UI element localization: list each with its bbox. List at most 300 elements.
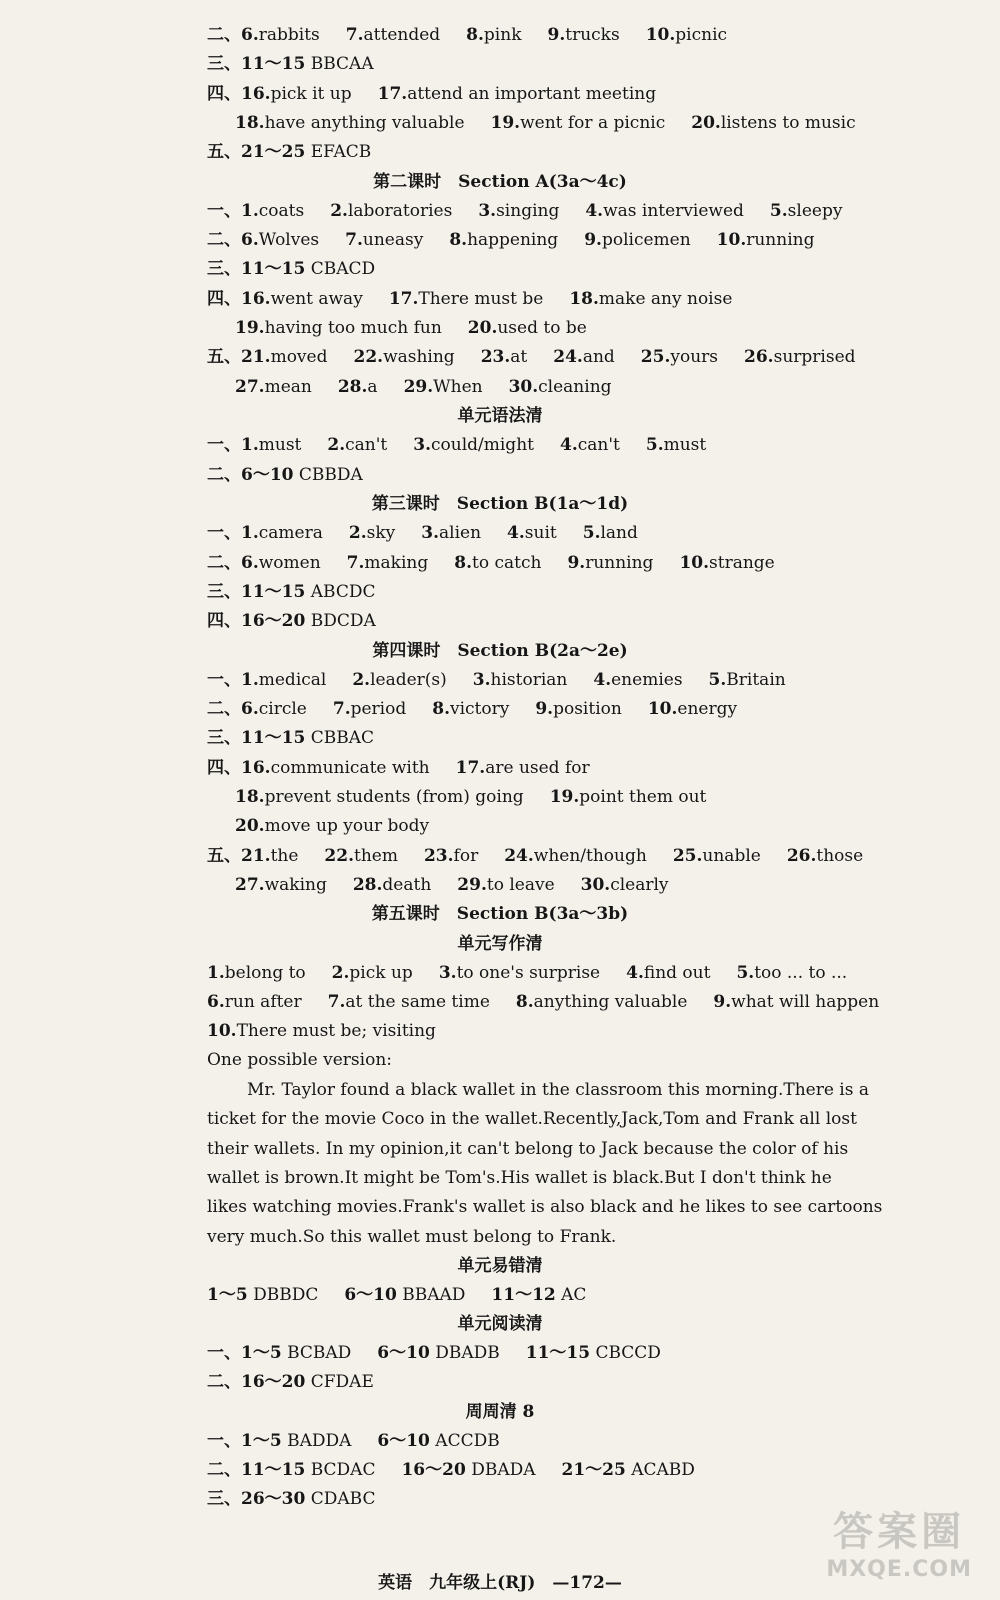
answer-item xyxy=(401,1459,535,1481)
answer-item xyxy=(235,112,465,134)
answer-item xyxy=(241,698,307,720)
answer-item xyxy=(330,200,452,222)
question-number: 8. xyxy=(449,230,468,250)
question-number: 1～5 xyxy=(241,1431,282,1451)
section-heading: 周周清 8 xyxy=(465,1402,535,1422)
answer-item xyxy=(526,1342,661,1364)
answer-item xyxy=(241,83,352,105)
answer-text: run after xyxy=(224,992,302,1012)
essay-line: likes watching movies.Frank's wallet is also black and he likes to see cartoons xyxy=(207,1197,883,1218)
answer-item xyxy=(349,522,395,544)
question-number: 10. xyxy=(645,25,676,45)
answer-text: surprised xyxy=(773,347,856,367)
question-number: 27. xyxy=(235,875,265,895)
essay-line: wallet is brown.It might be Tom's.His wallet is black.But I don't think he xyxy=(207,1167,832,1188)
answer-text: making xyxy=(364,553,429,573)
essay-line: Mr. Taylor found a black wallet in the classroom this morning.There is a xyxy=(247,1080,870,1100)
answer-item xyxy=(241,141,371,163)
question-number: 6. xyxy=(241,699,259,719)
answer-line xyxy=(235,317,850,339)
answer-text: sleepy xyxy=(787,201,843,221)
answer-text: CBBDA xyxy=(293,465,363,485)
answer-item xyxy=(241,522,323,544)
answer-item xyxy=(648,698,737,720)
section-heading: 单元写作清 xyxy=(457,934,543,954)
answer-line xyxy=(207,757,850,779)
answer-text: can't xyxy=(345,435,388,455)
question-number: 16～20 xyxy=(241,1372,306,1392)
question-number: 11～15 xyxy=(241,728,306,748)
question-number: 10. xyxy=(679,553,710,573)
answer-item xyxy=(626,962,710,984)
answer-text: happening xyxy=(467,230,559,250)
answer-line xyxy=(207,669,850,691)
answer-text: period xyxy=(350,699,407,719)
answer-item xyxy=(709,669,786,691)
answer-line xyxy=(207,288,850,310)
question-number: 10. xyxy=(647,699,678,719)
question-number: 21. xyxy=(241,846,271,866)
answer-line xyxy=(207,1342,850,1364)
answer-text: Wolves xyxy=(258,230,320,250)
answer-line xyxy=(207,845,864,867)
answer-text: BBCAA xyxy=(305,54,374,74)
answer-text: There must be xyxy=(418,289,544,309)
answer-item xyxy=(787,845,863,867)
answer-line xyxy=(207,962,850,984)
answer-item xyxy=(413,434,534,456)
answer-line xyxy=(235,815,850,837)
question-number: 30. xyxy=(508,377,539,397)
answer-text: DBADA xyxy=(465,1460,536,1480)
answer-item xyxy=(535,698,621,720)
question-number: 6. xyxy=(207,992,225,1012)
answer-item xyxy=(550,786,707,808)
answer-text: rabbits xyxy=(258,25,320,45)
answer-item xyxy=(389,288,544,310)
answer-text: could/might xyxy=(431,435,534,455)
question-number: 17. xyxy=(388,289,419,309)
answer-text: attended xyxy=(363,25,441,45)
answer-item xyxy=(377,1342,499,1364)
answer-text: energy xyxy=(677,699,738,719)
answer-item xyxy=(584,229,690,251)
answer-item xyxy=(454,552,541,574)
answer-text: running xyxy=(746,230,815,250)
answer-text: ACABD xyxy=(625,1460,695,1480)
question-number: 19. xyxy=(235,318,265,338)
answer-line xyxy=(235,112,856,134)
answer-item xyxy=(241,552,321,574)
essay-line: very much.So this wallet must belong to Frank. xyxy=(207,1226,617,1247)
answer-text: death xyxy=(382,875,432,895)
answer-item xyxy=(516,991,688,1013)
answer-line xyxy=(207,1020,850,1042)
question-number: 8. xyxy=(515,992,534,1012)
answer-item xyxy=(641,346,718,368)
answer-text: to one's surprise xyxy=(456,963,601,983)
answer-line xyxy=(207,610,850,632)
answer-item xyxy=(567,552,653,574)
question-number: 4. xyxy=(593,670,612,690)
answer-text: suit xyxy=(524,523,557,543)
question-number: 29. xyxy=(457,875,487,895)
part-prefix: 五、 xyxy=(207,347,241,367)
question-number: 8. xyxy=(454,553,472,573)
answer-text: circle xyxy=(258,699,307,719)
answer-text: are used for xyxy=(485,758,590,778)
answer-text: mean xyxy=(264,377,312,397)
answer-text: trucks xyxy=(565,25,620,45)
answer-text: CBCCD xyxy=(590,1343,661,1363)
question-number: 29. xyxy=(403,377,434,397)
answer-line xyxy=(207,229,850,251)
answer-text: and xyxy=(582,347,615,367)
question-number: 1. xyxy=(241,523,259,543)
answer-line xyxy=(207,434,850,456)
question-number: 5. xyxy=(582,523,601,543)
question-number: 6. xyxy=(241,230,259,250)
answer-item xyxy=(679,552,774,574)
question-number: 11～15 xyxy=(241,259,306,279)
question-number: 20. xyxy=(467,318,498,338)
question-number: 1. xyxy=(241,670,259,690)
part-prefix: 二、 xyxy=(207,465,241,485)
answer-text: moved xyxy=(270,347,328,367)
question-number: 18. xyxy=(235,113,265,133)
question-number: 3. xyxy=(421,523,439,543)
answer-text: ACCDB xyxy=(429,1431,500,1451)
answer-text: them xyxy=(354,846,398,866)
answer-text: at the same time xyxy=(345,992,490,1012)
answer-item xyxy=(241,24,320,46)
question-number: 25. xyxy=(672,846,703,866)
answer-text: coats xyxy=(258,201,305,221)
answer-text: DBBDC xyxy=(247,1285,319,1305)
question-number: 28. xyxy=(337,377,368,397)
answer-text: leader(s) xyxy=(370,670,447,690)
answer-text: medical xyxy=(258,670,327,690)
answer-text: CFDAE xyxy=(305,1372,374,1392)
answer-text: anything valuable xyxy=(533,992,688,1012)
question-number: 11～15 xyxy=(525,1343,591,1363)
question-number: 1～5 xyxy=(207,1285,248,1305)
part-prefix: 三、 xyxy=(207,1489,241,1509)
question-number: 8. xyxy=(466,25,484,45)
question-number: 4. xyxy=(626,963,644,983)
answer-item xyxy=(346,24,440,46)
answer-text: washing xyxy=(383,347,455,367)
answer-text: clearly xyxy=(610,875,669,895)
essay-line: ticket for the movie Coco in the wallet.Recently,Jack,Tom and Frank all lost xyxy=(207,1109,857,1130)
version-label: One possible version: xyxy=(207,1050,392,1070)
answer-text: Britain xyxy=(726,670,786,690)
question-number: 5. xyxy=(769,201,788,221)
part-prefix: 二、 xyxy=(207,553,241,573)
answer-item xyxy=(332,962,413,984)
section-heading: 单元语法清 xyxy=(457,406,543,426)
answer-item xyxy=(344,1284,465,1306)
answer-text: having too much fun xyxy=(264,318,442,338)
answer-item xyxy=(439,962,600,984)
answer-item xyxy=(504,845,647,867)
question-number: 6～10 xyxy=(241,465,294,485)
answer-item xyxy=(583,522,638,544)
watermark-site: MXQE.COM xyxy=(826,1557,972,1582)
answer-text: enemies xyxy=(611,670,683,690)
answer-item xyxy=(717,229,815,251)
answer-line xyxy=(207,1488,850,1510)
answer-text: find out xyxy=(643,963,711,983)
question-number: 5. xyxy=(645,435,664,455)
question-number: 11～15 xyxy=(241,54,306,74)
answer-text: position xyxy=(553,699,622,719)
question-number: 6. xyxy=(241,25,259,45)
question-number: 5. xyxy=(736,963,755,983)
question-number: 24. xyxy=(504,846,534,866)
answer-text: waking xyxy=(264,875,327,895)
part-prefix: 四、 xyxy=(207,289,241,309)
answer-item xyxy=(548,24,620,46)
part-prefix: 五、 xyxy=(207,142,241,162)
answer-item xyxy=(235,376,312,398)
answer-text: uneasy xyxy=(362,230,424,250)
part-prefix: 三、 xyxy=(207,259,241,279)
answer-text: CBACD xyxy=(305,259,376,279)
answer-item xyxy=(473,669,568,691)
answer-text: CDABC xyxy=(305,1489,376,1509)
question-number: 10. xyxy=(716,230,747,250)
question-number: 19. xyxy=(490,113,521,133)
answer-item xyxy=(241,669,326,691)
answer-line xyxy=(207,53,850,75)
answer-text: what will happen xyxy=(731,992,880,1012)
question-number: 9. xyxy=(535,699,554,719)
answer-item xyxy=(432,698,509,720)
question-number: 2. xyxy=(327,435,346,455)
answer-line xyxy=(207,1459,850,1481)
question-number: 21～25 xyxy=(241,142,306,162)
answer-line xyxy=(207,698,850,720)
answer-line xyxy=(207,24,850,46)
answer-line xyxy=(235,786,850,808)
section-heading: 第二课时 Section A(3a～4c) xyxy=(373,172,627,192)
answer-text: BDCDA xyxy=(305,611,376,631)
question-number: 9. xyxy=(584,230,602,250)
answer-text: women xyxy=(258,553,321,573)
question-number: 26. xyxy=(786,846,817,866)
answer-item xyxy=(491,1284,586,1306)
answer-item xyxy=(345,229,423,251)
answer-line xyxy=(207,1284,850,1306)
question-number: 5. xyxy=(708,670,727,690)
answer-item xyxy=(421,522,481,544)
question-number: 23. xyxy=(480,347,511,367)
question-number: 27. xyxy=(235,377,265,397)
answer-item xyxy=(585,200,744,222)
answer-item xyxy=(593,669,682,691)
question-number: 9. xyxy=(547,25,566,45)
part-prefix: 一、 xyxy=(207,523,241,543)
answer-item xyxy=(691,112,855,134)
part-prefix: 一、 xyxy=(207,670,241,690)
answer-item xyxy=(207,1020,436,1042)
part-prefix: 三、 xyxy=(207,728,241,748)
answer-text: pick it up xyxy=(270,84,352,104)
question-number: 11～15 xyxy=(241,582,306,602)
answer-item xyxy=(468,317,587,339)
question-number: 3. xyxy=(438,963,457,983)
question-number: 7. xyxy=(327,992,346,1012)
answer-text: singing xyxy=(496,201,560,221)
answer-text: unable xyxy=(702,846,761,866)
answer-item xyxy=(353,874,431,896)
answer-item xyxy=(207,962,306,984)
question-number: 16. xyxy=(241,758,271,778)
question-number: 2. xyxy=(330,201,348,221)
answer-text: BBAAD xyxy=(396,1285,466,1305)
answer-text: at xyxy=(510,347,528,367)
answer-item xyxy=(562,1459,695,1481)
answer-item xyxy=(241,346,327,368)
answer-item xyxy=(338,376,378,398)
answer-text: BCDAC xyxy=(305,1460,376,1480)
answer-item xyxy=(241,581,375,603)
question-number: 6～10 xyxy=(344,1285,397,1305)
question-number: 16～20 xyxy=(241,611,306,631)
part-prefix: 一、 xyxy=(207,1431,241,1451)
answer-item xyxy=(457,874,554,896)
answer-item xyxy=(333,698,406,720)
answer-text: to leave xyxy=(486,875,555,895)
question-number: 28. xyxy=(352,875,383,895)
answer-item xyxy=(736,962,847,984)
part-prefix: 五、 xyxy=(207,846,241,866)
answer-text: yours xyxy=(670,347,719,367)
answer-text: those xyxy=(816,846,864,866)
answer-text: for xyxy=(453,846,479,866)
answer-item xyxy=(241,258,375,280)
question-number: 4. xyxy=(507,523,525,543)
answer-text: When xyxy=(433,377,483,397)
part-prefix: 四、 xyxy=(207,611,241,631)
answer-text: too ... to ... xyxy=(754,963,848,983)
answer-line xyxy=(235,874,850,896)
answer-item xyxy=(241,1342,351,1364)
answer-item xyxy=(241,610,376,632)
answer-item xyxy=(646,434,706,456)
answer-item xyxy=(241,464,363,486)
section-heading: 第五课时 Section B(3a～3b) xyxy=(371,904,629,924)
answer-line xyxy=(207,522,850,544)
question-number: 22. xyxy=(353,347,384,367)
answer-text: communicate with xyxy=(270,758,430,778)
answer-text: pink xyxy=(483,25,522,45)
question-number: 26～30 xyxy=(241,1489,306,1509)
question-number: 21. xyxy=(241,347,271,367)
question-number: 7. xyxy=(345,230,363,250)
answer-item xyxy=(466,24,521,46)
question-number: 30. xyxy=(580,875,611,895)
answer-text: sky xyxy=(366,523,396,543)
answer-item xyxy=(235,874,327,896)
question-number: 3. xyxy=(413,435,431,455)
page-footer: 英语 九年级上(RJ) —172— xyxy=(378,1573,622,1593)
part-prefix: 一、 xyxy=(207,435,241,455)
answer-text: move up your body xyxy=(264,816,430,836)
question-number: 7. xyxy=(345,25,364,45)
answer-item xyxy=(235,815,429,837)
answer-item xyxy=(713,991,879,1013)
answer-line xyxy=(207,83,850,105)
answer-item xyxy=(327,434,387,456)
question-number: 1. xyxy=(241,201,259,221)
answer-item xyxy=(424,845,478,867)
answer-text: must xyxy=(663,435,707,455)
question-number: 19. xyxy=(549,787,580,807)
question-number: 2. xyxy=(348,523,367,543)
part-prefix: 二、 xyxy=(207,25,241,45)
question-number: 23. xyxy=(423,846,454,866)
answer-text: pick up xyxy=(349,963,413,983)
answer-line xyxy=(207,581,850,603)
answer-item xyxy=(581,874,669,896)
question-number: 25. xyxy=(640,347,671,367)
part-prefix: 二、 xyxy=(207,230,241,250)
answer-line xyxy=(207,464,850,486)
answer-text: ABCDC xyxy=(305,582,376,602)
answer-text: belong to xyxy=(224,963,306,983)
answer-text: used to be xyxy=(497,318,587,338)
answer-item xyxy=(569,288,732,310)
answer-item xyxy=(241,200,304,222)
question-number: 17. xyxy=(377,84,408,104)
question-number: 11～12 xyxy=(491,1285,556,1305)
answer-text: running xyxy=(585,553,654,573)
answer-text: BCBAD xyxy=(281,1343,352,1363)
question-number: 24. xyxy=(553,347,583,367)
answer-text: prevent students (from) going xyxy=(264,787,524,807)
answer-item xyxy=(328,991,490,1013)
answer-line xyxy=(207,1371,850,1393)
answer-item xyxy=(241,1459,375,1481)
answer-text: CBBAC xyxy=(305,728,375,748)
answer-item xyxy=(507,522,557,544)
answer-item xyxy=(404,376,483,398)
essay-line: their wallets. In my opinion,it can't belong to Jack because the color of his xyxy=(207,1138,849,1159)
part-prefix: 三、 xyxy=(207,54,241,74)
answer-text: to catch xyxy=(472,553,542,573)
answer-item xyxy=(378,83,656,105)
question-number: 6. xyxy=(241,553,259,573)
part-prefix: 一、 xyxy=(207,201,241,221)
question-number: 17. xyxy=(455,758,486,778)
answer-text: policemen xyxy=(601,230,691,250)
part-prefix: 四、 xyxy=(207,758,241,778)
answer-item xyxy=(478,200,559,222)
answer-text: have anything valuable xyxy=(264,113,465,133)
question-number: 22. xyxy=(324,846,354,866)
answer-item xyxy=(235,786,524,808)
question-number: 10. xyxy=(207,1021,237,1041)
answer-text: can't xyxy=(577,435,620,455)
section-heading: 第三课时 Section B(1a～1d) xyxy=(371,494,629,514)
section-heading: 单元阅读清 xyxy=(457,1314,543,1334)
answer-text: make any noise xyxy=(598,289,733,309)
answer-text: historian xyxy=(490,670,568,690)
answer-text: camera xyxy=(258,523,323,543)
answer-item xyxy=(241,757,430,779)
